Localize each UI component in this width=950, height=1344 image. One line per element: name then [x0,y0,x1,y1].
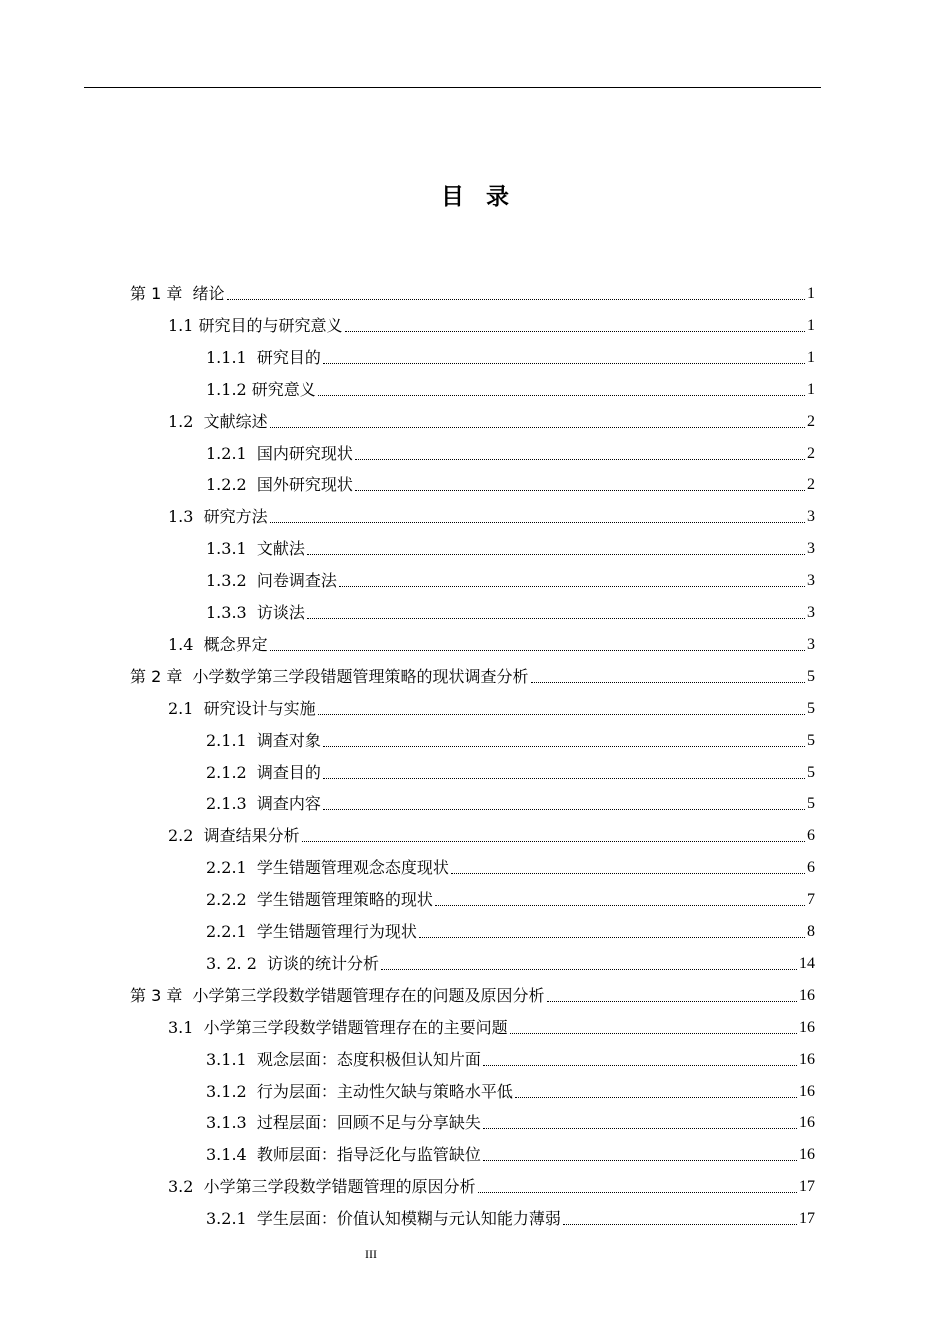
toc-entry-page: 16 [799,986,815,1004]
toc-entry-title: 1.3.2 问卷调查法 [206,571,337,591]
header-rule [84,87,821,88]
toc-leader-dots [547,1001,797,1002]
toc-entry[interactable] [168,627,815,655]
toc-entry-page: 5 [807,795,815,813]
toc-entry-title: 3.2.1 学生层面：价值认知模糊与元认知能力薄弱 [206,1209,561,1229]
toc-leader-dots [302,841,805,842]
toc-leader-dots [270,522,805,523]
toc-entry-page: 1 [807,316,815,334]
toc-entry-title: 第 1 章 绪论 [130,284,225,303]
toc-entry-page: 2 [807,412,815,430]
toc-entry-page: 6 [807,827,815,845]
toc-entry[interactable] [206,1105,815,1133]
toc-entry-page: 3 [807,540,815,558]
toc-entry-title: 3.1.2 行为层面：主动性欠缺与策略水平低 [206,1081,513,1101]
toc-entry[interactable] [206,595,815,623]
toc-leader-dots [345,331,805,332]
toc-entry-page: 3 [807,508,815,526]
toc-entry[interactable] [206,340,815,368]
toc-leader-dots [515,1097,797,1098]
toc-entry[interactable] [168,404,815,432]
toc-entry-page: 1 [807,380,815,398]
toc-entry[interactable] [130,659,815,687]
toc-entry[interactable] [206,563,815,591]
footer-page-number: III [365,1247,377,1261]
toc-entry-page: 5 [807,699,815,717]
toc-entry-page: 5 [807,763,815,781]
toc-entry[interactable] [168,691,815,719]
toc-entry-page: 16 [799,1018,815,1036]
toc-entry[interactable] [206,914,815,942]
toc-entry[interactable] [206,1201,815,1229]
toc-entry-title: 1.1.2 研究意义 [206,379,316,399]
toc-entry-title: 1.2.1 国内研究现状 [206,443,353,463]
toc-leader-dots [270,650,805,651]
toc-leader-dots [318,395,805,396]
toc-entry[interactable] [206,1074,815,1102]
toc-entry-title: 1.3.1 文献法 [206,539,305,559]
toc-entry-title: 第 2 章 小学数学第三学段错题管理策略的现状调查分析 [130,666,529,686]
toc-leader-dots [381,969,797,970]
toc-entry[interactable] [130,978,815,1006]
toc-entry[interactable] [206,467,815,495]
toc-entry-title: 1.3 研究方法 [168,507,268,527]
toc-leader-dots [323,746,805,747]
toc-entry-title: 1.2 文献综述 [168,411,268,431]
toc-entry-page: 3 [807,635,815,653]
toc-entry[interactable] [206,436,815,464]
toc-entry-title: 1.1 研究目的与研究意义 [168,315,343,335]
toc-entry-page: 3 [807,604,815,621]
toc-entry-page: 1 [807,285,815,302]
toc-leader-dots [323,778,805,779]
toc-entry-page: 5 [807,731,815,749]
toc-entry-title: 3.1.3 过程层面：回顾不足与分享缺失 [206,1113,481,1133]
toc-entry-page: 16 [799,1082,815,1100]
toc-entry-title: 1.2.2 国外研究现状 [206,475,353,495]
toc-entry-title: 2.1.2 调查目的 [206,762,321,782]
toc-entry-title: 3.2 小学第三学段数学错题管理的原因分析 [168,1177,476,1197]
toc-entry[interactable] [206,1137,815,1165]
page-title: 目录 [441,184,531,210]
toc-entry-title: 2.2 调查结果分析 [168,826,300,846]
toc-entry-page: 8 [807,923,815,940]
toc-entry[interactable] [206,786,815,814]
toc-entry-page: 6 [807,859,815,877]
toc-entry-title: 2.1.1 调查对象 [206,730,321,750]
toc-entry-title: 3.1.1 观念层面：态度积极但认知片面 [206,1049,481,1069]
toc-entry[interactable] [206,372,815,400]
toc-entry-title: 2.2.1 学生错题管理观念态度现状 [206,858,449,878]
toc-entry-page: 16 [799,1146,815,1164]
toc-leader-dots [451,873,805,874]
toc-entry-page: 2 [807,476,815,494]
toc-entry[interactable] [206,755,815,783]
toc-entry-page: 5 [807,667,815,685]
toc-entry-title: 3.1.4 教师层面：指导泛化与监管缺位 [206,1145,481,1165]
toc-leader-dots [270,427,805,428]
toc-leader-dots [355,490,805,491]
toc-entry-title: 2.2.2 学生错题管理策略的现状 [206,890,433,910]
toc-leader-dots [323,809,805,810]
toc-entry-page: 17 [799,1210,815,1228]
toc-entry[interactable] [206,882,815,910]
toc-entry[interactable] [206,1042,815,1070]
toc-entry[interactable] [130,276,815,304]
toc-entry[interactable] [206,723,815,751]
toc-entry-page: 1 [807,348,815,366]
toc-leader-dots [339,586,805,587]
toc-entry-title: 1.4 概念界定 [168,634,268,654]
toc-leader-dots [483,1128,797,1129]
toc-leader-dots [483,1160,797,1161]
toc-entry-title: 第 3 章 小学第三学段数学错题管理存在的问题及原因分析 [130,985,545,1005]
toc-entry-page: 16 [799,1050,815,1068]
toc-entry-page: 14 [799,954,815,972]
toc-entry[interactable] [168,499,815,527]
toc-entry-page: 2 [807,444,815,462]
toc-leader-dots [355,459,805,460]
toc-leader-dots [318,714,805,715]
toc-entry-title: 2.2.1 学生错题管理行为现状 [206,922,417,941]
toc-entry-page: 7 [807,891,815,909]
toc-entry-title: 2.1.3 调查内容 [206,794,321,814]
toc-entry-title: 2.1 研究设计与实施 [168,698,316,718]
toc-entry[interactable] [206,531,815,559]
toc-entry[interactable] [206,946,815,974]
toc-entry-page: 16 [799,1114,815,1132]
toc-entry[interactable] [168,1169,815,1197]
toc-leader-dots [483,1065,797,1066]
toc-entry-title: 3. 2. 2 访谈的统计分析 [206,953,380,973]
toc-entry[interactable] [168,818,815,846]
toc-leader-dots [419,937,805,938]
toc-leader-dots [307,618,805,619]
toc-entry-title: 3.1 小学第三学段数学错题管理存在的主要问题 [168,1017,508,1037]
toc-leader-dots [531,682,805,683]
toc-leader-dots [323,363,805,364]
toc-entry-title: 1.3.3 访谈法 [206,603,305,622]
toc-leader-dots [510,1033,797,1034]
toc-leader-dots [227,299,805,300]
toc-entry[interactable] [206,850,815,878]
toc-entry-page: 17 [799,1178,815,1196]
toc-leader-dots [563,1224,797,1225]
toc-leader-dots [478,1192,797,1193]
toc-leader-dots [307,554,805,555]
toc-entry[interactable] [168,1010,815,1038]
toc-entry-title: 1.1.1 研究目的 [206,347,321,367]
toc-entry-page: 3 [807,572,815,590]
toc-leader-dots [435,905,805,906]
toc-entry[interactable] [168,308,815,336]
